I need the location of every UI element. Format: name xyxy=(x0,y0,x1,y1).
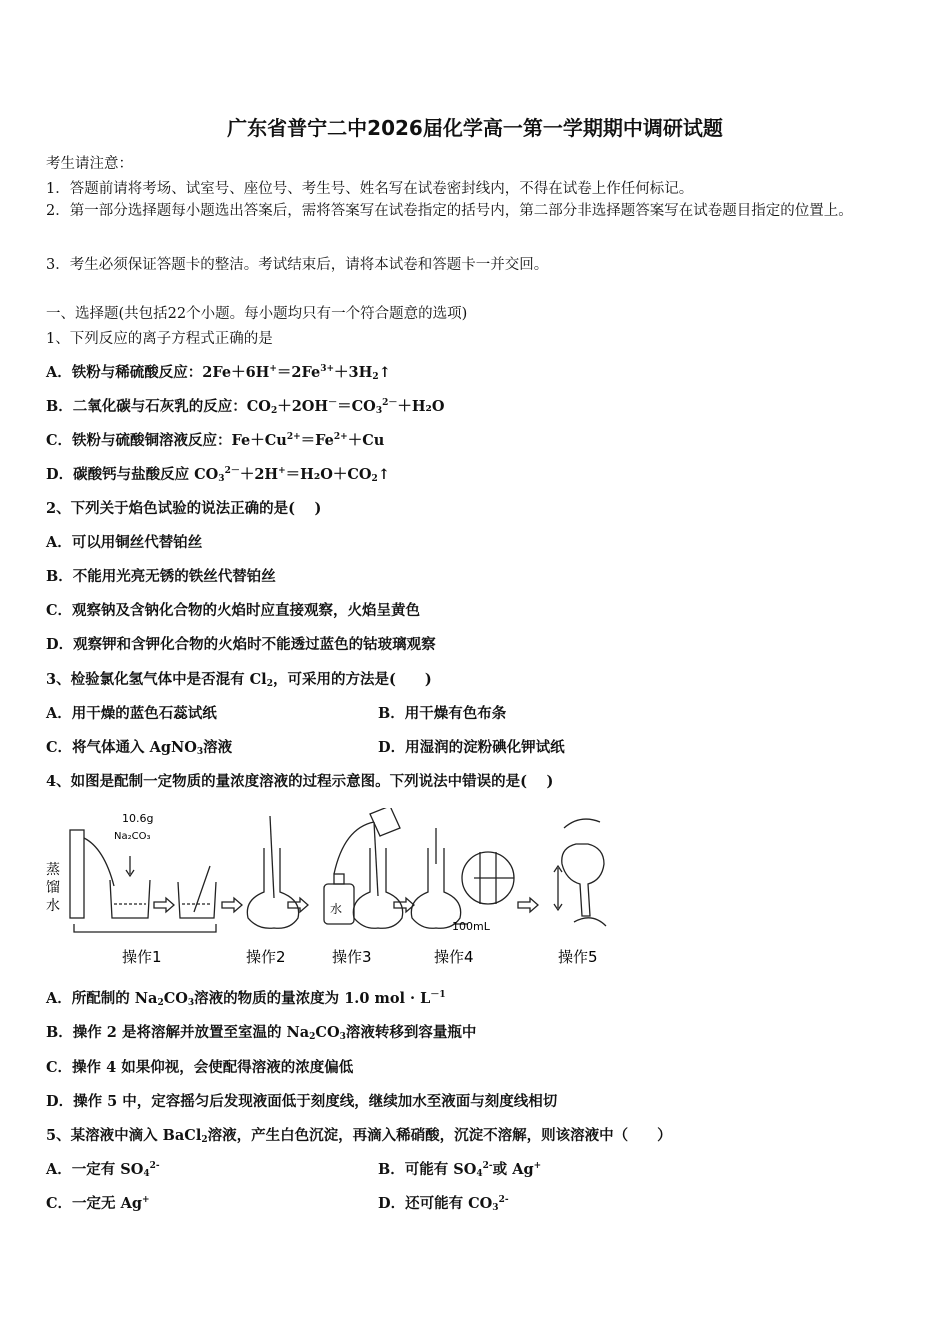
q1-option-b: B．二氧化碳与石灰乳的反应：$CO_2+2OH^-=CO_3^{2-}+H_2O$ xyxy=(46,398,445,416)
lower-hand xyxy=(574,918,606,926)
figure-reagent-label: Na₂CO₃ xyxy=(114,831,151,842)
question-5-stem: 5、某溶液中滴入 BaCl$_2$溶液，产生白色沉淀，再滴入稀硝酸，沉淀不溶解，则该溶液中（ ） xyxy=(46,1127,672,1145)
q2-option-a: A．可以用铜丝代替铂丝 xyxy=(46,534,203,551)
q1-option-a: A．铁粉与稀硫酸反应：$2Fe+6H^+=2Fe^{3+}+3H_2↑$ xyxy=(46,364,391,382)
glass-rod xyxy=(194,866,210,912)
q2-option-c: C．观察钠及含钠化合物的火焰时应直接观察，火焰呈黄色 xyxy=(46,602,421,619)
figure-water-char-3: 水 xyxy=(46,898,60,914)
beaker-1 xyxy=(110,880,150,918)
notice-heading: 考生请注意： xyxy=(46,156,133,172)
graduated-cylinder xyxy=(70,830,84,918)
q5-option-c: C．一定无 Ag+ xyxy=(46,1195,150,1212)
notice-item-1: 1．答题前请将考场、试室号、座位号、考生号、姓名写在试卷密封线内，不得在试卷上作任何标记。 xyxy=(46,181,694,197)
figure-step-1: 操作1 xyxy=(122,948,162,966)
pour-arc xyxy=(84,838,114,886)
figure-water-char-1: 蒸 xyxy=(46,862,60,878)
q4-option-d: D．操作 5 中，定容摇匀后发现液面低于刻度线，继续加水至液面与刻度线相切 xyxy=(46,1093,558,1110)
q3-option-d: D．用湿润的淀粉碘化钾试纸 xyxy=(378,739,565,756)
figure-mass-label: 10.6g xyxy=(122,812,154,825)
glass-rod-2 xyxy=(270,816,274,898)
upper-hand xyxy=(564,819,600,828)
figure-volume-label: 100mL xyxy=(452,920,490,933)
q3-option-a: A．用干燥的蓝色石蕊试纸 xyxy=(46,705,217,722)
q2-option-b: B．不能用光亮无锈的铁丝代替铂丝 xyxy=(46,568,276,585)
q4-option-a: A．所配制的 $Na_2CO_3$溶液的物质的量浓度为 1.0 mol · $L^{-1}$ xyxy=(46,990,446,1008)
q1-option-c: C．铁粉与硫酸铜溶液反应：$Fe+Cu^{2+}=Fe^{2+}+Cu$ xyxy=(46,432,385,449)
figure-step-2: 操作2 xyxy=(246,948,286,966)
section-heading: 一、选择题(共包括22个小题。每小题均只有一个符合题意的选项) xyxy=(46,306,468,322)
q4-option-c: C．操作 4 如果仰视，会使配得溶液的浓度偏低 xyxy=(46,1059,354,1076)
figure-water-char-2: 馏 xyxy=(46,880,60,896)
notice-item-3: 3．考生必须保证答题卡的整洁。考试结束后，请将本试卷和答题卡一并交回。 xyxy=(46,257,549,273)
figure-step-3: 操作3 xyxy=(332,948,372,966)
notice-item-2: 2．第一部分选择题每小题选出答案后，需将答案写在试卷指定的括号内，第二部分非选择题答案写在试卷题目指定的位置上。 xyxy=(46,203,853,219)
shaking-flask xyxy=(562,844,604,916)
solution-preparation-figure xyxy=(44,808,624,973)
figure-step-4: 操作4 xyxy=(434,948,474,966)
q3-option-c: C．将气体通入 AgNO$_3$溶液 xyxy=(46,739,233,757)
beaker-2 xyxy=(178,882,216,918)
figure-step-5: 操作5 xyxy=(558,948,598,966)
q2-option-d: D．观察钾和含钾化合物的火焰时不能透过蓝色的钴玻璃观察 xyxy=(46,636,436,653)
question-1-stem: 1、下列反应的离子方程式正确的是 xyxy=(46,331,273,347)
q5-option-a: A．一定有 $SO_4^{2-}$ xyxy=(46,1161,160,1179)
q3-option-b: B．用干燥有色布条 xyxy=(378,705,507,722)
figure-bottle-label: 水 xyxy=(330,902,343,916)
q5-option-d: D．还可能有 $CO_3^{2-}$ xyxy=(378,1195,509,1213)
question-3-stem: 3、检验氯化氢气体中是否混有 $Cl_2$，可采用的方法是( ) xyxy=(46,671,432,689)
q5-option-b: B．可能有 $SO_4^{2-}$或 Ag+ xyxy=(378,1161,542,1179)
q1-option-d: D．碳酸钙与盐酸反应 $CO_3^{2-}+2H^+=H_2O+CO_2↑$ xyxy=(46,466,390,484)
page-title: 广东省普宁二中2026届化学高一第一学期期中调研试题 xyxy=(227,116,723,140)
question-4-stem: 4、如图是配制一定物质的量浓度溶液的过程示意图。下列说法中错误的是( ) xyxy=(46,773,554,790)
question-2-stem: 2、下列关于焰色试验的说法正确的是( ) xyxy=(46,500,322,517)
q4-option-b: B．操作 2 是将溶解并放置至室温的 $Na_2CO_3$溶液转移到容量瓶中 xyxy=(46,1024,477,1042)
